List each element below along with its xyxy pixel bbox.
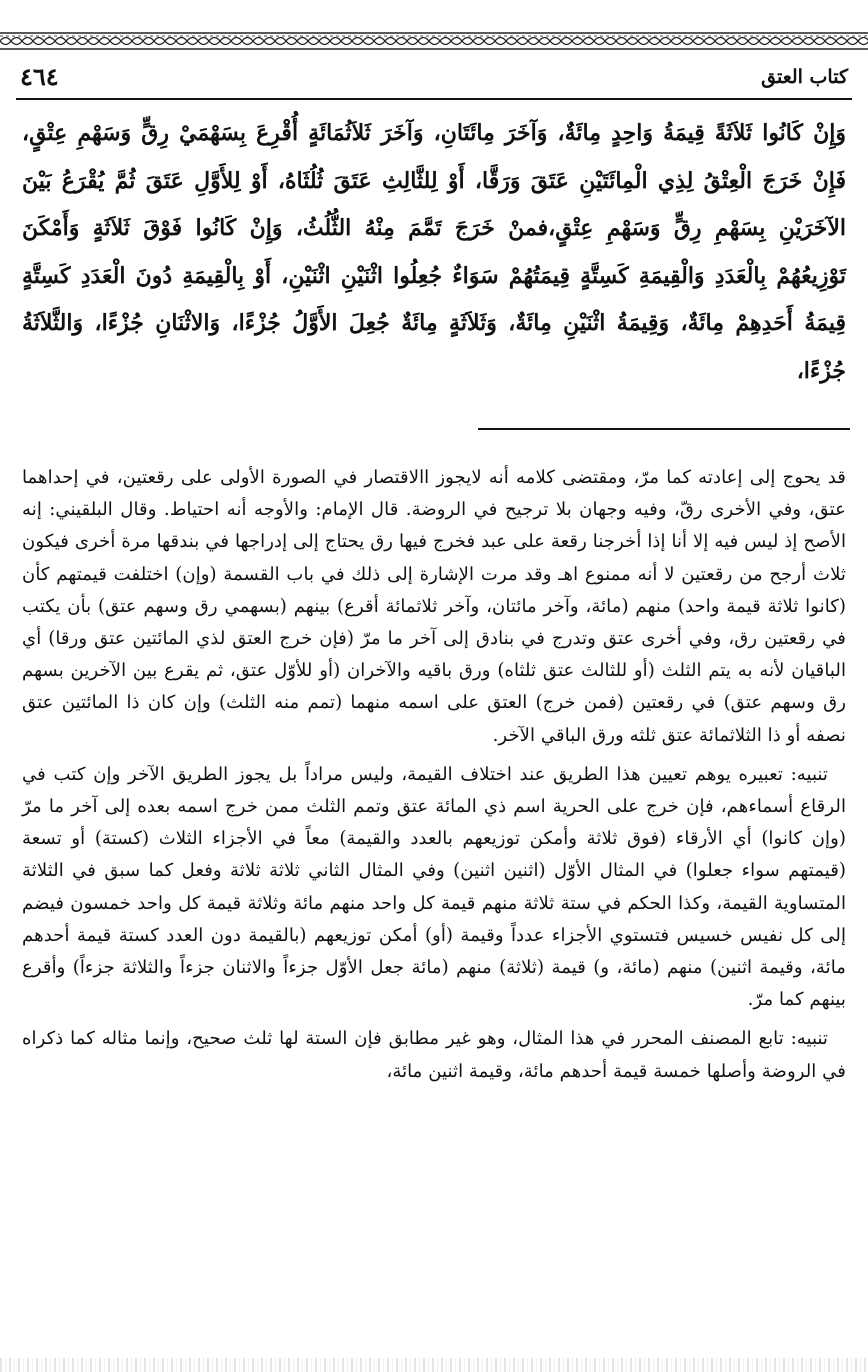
commentary bbox=[22, 462, 846, 1095]
page-number: ٤٦٤ bbox=[20, 62, 59, 91]
page-header bbox=[20, 62, 848, 96]
ornament-pattern bbox=[0, 0, 868, 50]
commentary-paragraph: تنبيه: تابع المصنف المحرر في هذا المثال، وهو غير مطابق فإن الستة لها ثلث صحيح، وإنما مثاله كما ذكراه في الروضة وأصلها خمسة قيمة أحدهم مائة، وقيمة اثنين مائة، bbox=[22, 1028, 846, 1082]
chapter-title: كتاب العتق bbox=[761, 66, 848, 88]
header-divider bbox=[16, 98, 852, 100]
main-text bbox=[22, 110, 846, 395]
commentary-paragraph: قد يحوج إلى إعادته كما مرّ، ومقتضى كلامه أنه لايجوز االاقتصار في الصورة الأولى على رقعتين، في إحداهما عتق، وفي الأخرى رقّ، وفيه وجهان بلا ترجيح في الروضة. قال الإمام: والأوجه أنه احتياط. وقال البلقيني: إنه الأصح إذ ليس فيه إلا أنا إذا أخرجنا رقعة على عبد فخرج فيها رق يحتاج إلى إدراجها في بندقها مرة أخرى فيكون ثلاث أرجح من رقعتين لا أنه ممنوع اهـ وقد مرت الإشارة إلى ذلك في باب القسمة (وإن) اختلفت قيمتهم كأن (كانوا ثلاثة قيمة واحد) منهم (مائة، وآخر مائتان، وآخر ثلاثمائة أقرع) بينهم (بسهمي رق وسهم عتق) بأن يكتب في رقعتين رق، وفي أخرى عتق وتدرج في بنادق إلى آخر ما مرّ (فإن خرج العتق لذي المائتين عتق ورقا) أي الباقيان لأنه به يتم الثلث (أو للثالث عتق ثلثاه) ورق باقيه والآخران (أو للأوّل عتق، ثم يقرع بين الآخرين بسهم رق وسهم عتق) في رقعتين (فمن خرج) العتق على اسمه منهما (تمم منه الثلث) وإن كان ذا المائتين عتق نصفه أو ذا الثلاثمائة عتق ثلثه ورق الباقي الآخر. bbox=[22, 467, 846, 746]
text-commentary-divider bbox=[478, 428, 850, 430]
top-ornament-border bbox=[0, 0, 868, 50]
commentary-paragraph: تنبيه: تعبيره يوهم تعيين هذا الطريق عند اختلاف القيمة، وليس مراداً بل يجوز الطريق الآخر وإن كتب في الرقاع أسماءهم، فإن خرج على الحرية اسم ذي المائة عتق وتمم الثلث ممن خرج اسمه بعده إلى آخر ما مرّ (وإن كانوا) أي الأرقاء (فوق ثلاثة وأمكن توزيعهم بالعدد والقيمة) معاً في الأجزاء الثلاث (كستة) أو تسعة (قيمتهم سواء جعلوا) في المثال الأوّل (اثنين اثنين) وفي المثال الثاني ثلاثة ثلاثة وفعل كما سبق في الثلاثة المتساوية القيمة، وكذا الحكم في ستة ثلاثة منهم قيمة كل واحد منهم مائة وثلاثة قيمة كل واحد خمسون فيضم إلى كل نفيس خسيس فتستوي الأجزاء عدداً وقيمة (أو) أمكن توزيعهم (بالقيمة دون العدد كستة قيمة أحدهم مائة، وقيمة اثنين) منهم (مائة، و) قيمة (ثلاثة) منهم (مائة جعل الأوّل جزءاً والاثنان جزءاً والثلاثة جزءاً) وأقرع بينهم كما مرّ. bbox=[22, 763, 846, 1011]
main-text-paragraph: وَإِنْ كَانُوا ثَلاَثَةً قِيمَةُ وَاحِدٍ مِائَةٌ، وَآخَرَ مِائَتَانِ، وَآخَرَ ثَلاَثُمَائَةٍ أُقْرِعَ بِسَهْمَيْ رِقٍّ وَسَهْمِ عِتْقٍ، فَإِنْ خَرَجَ الْعِتْقُ لِذِي الْمِائَتَيْنِ عَتَقَ وَرَقَّا، أَوْ لِلثَّالِثِ عَتَقَ ثُلُثَاهُ، أَوْ لِلأَوَّلِ عَتَقَ ثُمَّ يُقْرَعُ بَيْنَ الآخَرَيْنِ بِسَهْمِ رِقٍّ وَسَهْمِ عِتْقٍ،فمنْ خَرَجَ تَمَّمَ مِنْهُ الثُّلُثُ، وَإِنْ كَانُوا فَوْقَ ثَلاَثَةٍ وَأَمْكَنَ تَوْزِيعُهُمْ بِالْعَدَدِ وَالْقِيمَةِ كَسِتَّةٍ قِيمَتُهُمْ سَوَاءٌ جُعِلُوا اثْنَيْنِ اثْنَيْنِ، أَوْ بِالْقِيمَةِ دُونَ الْعَدَدِ كَسِتَّةٍ قِيمَةُ أَحَدِهِمْ مِائَةٌ، وَقِيمَةُ اثْنَيْنِ مِائَةٌ، وَثَلاَثَةٍ مِائَةٌ جُعِلَ الأَوَّلُ جُزْءًا، وَالاثْنَانِ جُزْءًا، وَالثَّلاَثَةُ جُزْءًا، bbox=[22, 120, 846, 384]
scan-edge-noise bbox=[0, 1358, 868, 1372]
